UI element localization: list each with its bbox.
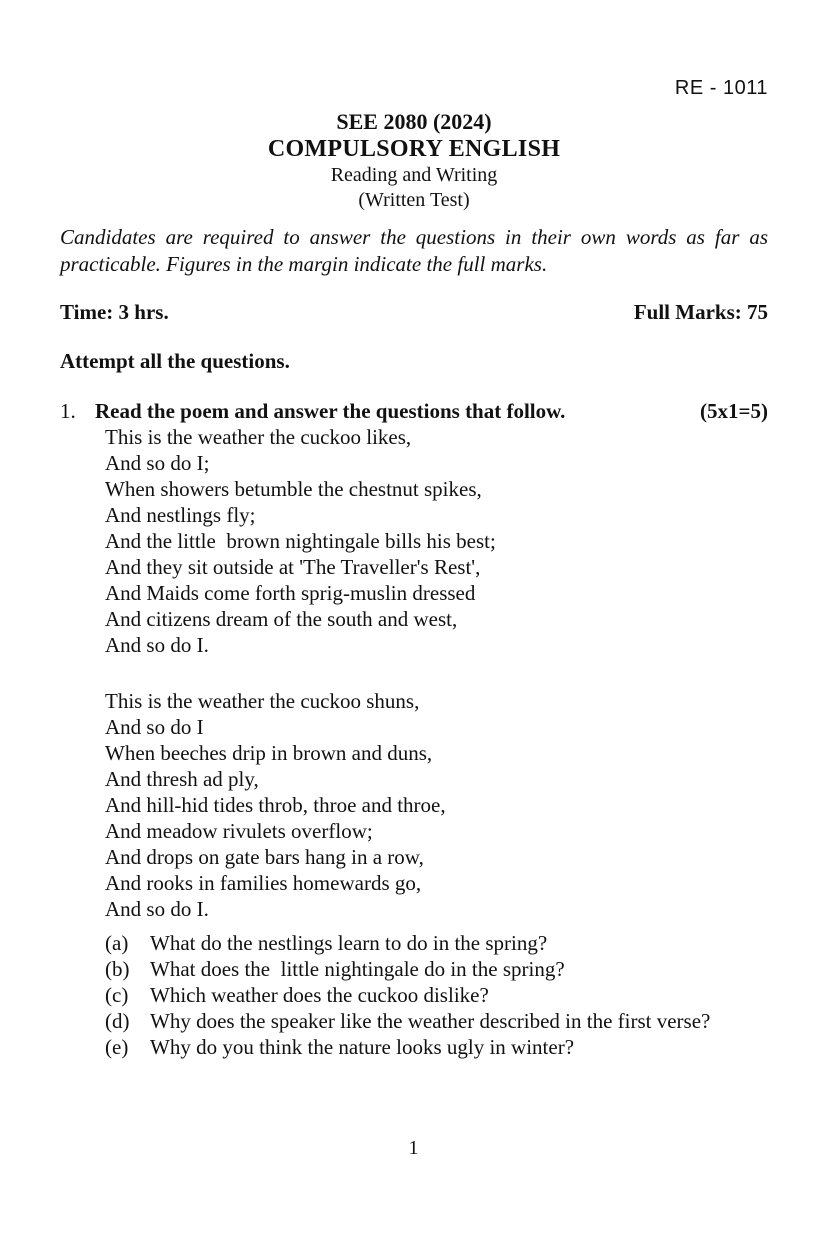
question-1-marks: (5x1=5) [700,399,768,423]
sub-question-e [105,1034,768,1060]
title-block [60,108,768,213]
test-type: (Written Test) [358,189,470,211]
sub-question-label: (d) [105,1009,130,1033]
paper-code: RE - 1011 [674,77,768,99]
poem-line: And the little brown nightingale bills his best; [105,529,496,553]
page-number: 1 [408,1137,419,1159]
sub-question-text: Why does the speaker like the weather described in the first verse? [150,1009,711,1033]
sub-question-label: (c) [105,983,129,1007]
sub-question-text: Which weather does the cuckoo dislike? [150,983,489,1007]
candidate-instructions: Candidates are required to answer the questions in their own words as far as practicable. Figures in the margin indicate the full marks. [60,225,768,276]
time-marks-row [60,300,768,324]
poem-line: And rooks in families homewards go, [105,871,422,895]
poem-line: And so do I. [105,633,209,657]
sub-questions [105,930,768,1060]
poem-line: And citizens dream of the south and west, [105,607,458,631]
sub-question-text: What does the little nightingale do in the spring? [150,957,565,981]
sub-question-d [105,1008,768,1034]
question-1-number: 1. [60,399,76,423]
question-1-header [60,398,768,424]
poem-stanza-1 [105,424,768,658]
exam-title: SEE 2080 (2024) [336,109,492,134]
sub-question-b [105,956,768,982]
sub-question-a [105,930,768,956]
poem-line: And Maids come forth sprig-muslin dressed [105,581,476,605]
subject-title: COMPULSORY ENGLISH [267,136,561,162]
time-allowed: Time: 3 hrs. [60,300,169,324]
sub-question-label: (b) [105,957,130,981]
poem-line: And so do I [105,715,204,739]
full-marks: Full Marks: 75 [633,300,768,324]
poem-line: And hill-hid tides throb, throe and throe, [105,793,446,817]
sub-question-label: (a) [105,931,129,955]
poem-line: When beeches drip in brown and duns, [105,741,433,765]
sub-question-text: What do the nestlings learn to do in the spring? [150,931,548,955]
poem-line: This is the weather the cuckoo likes, [105,425,412,449]
poem-line: And drops on gate bars hang in a row, [105,845,424,869]
poem-line: This is the weather the cuckoo shuns, [105,689,420,713]
poem-line: When showers betumble the chestnut spikes, [105,477,482,501]
poem-line: And so do I; [105,451,210,475]
poem-line: And nestlings fly; [105,503,256,527]
attempt-note: Attempt all the questions. [60,349,290,373]
sub-question-c [105,982,768,1008]
poem-stanza-2 [105,688,768,922]
poem-line: And they sit outside at 'The Traveller's Rest', [105,555,481,579]
poem-line: And thresh ad ply, [105,767,259,791]
poem-line: And meadow rivulets overflow; [105,819,373,843]
sub-question-text: Why do you think the nature looks ugly in winter? [150,1035,575,1059]
paper-type: Reading and Writing [330,164,498,186]
question-1-title: Read the poem and answer the questions that follow. [95,399,566,423]
poem-line: And so do I. [105,897,209,921]
sub-question-label: (e) [105,1035,129,1059]
